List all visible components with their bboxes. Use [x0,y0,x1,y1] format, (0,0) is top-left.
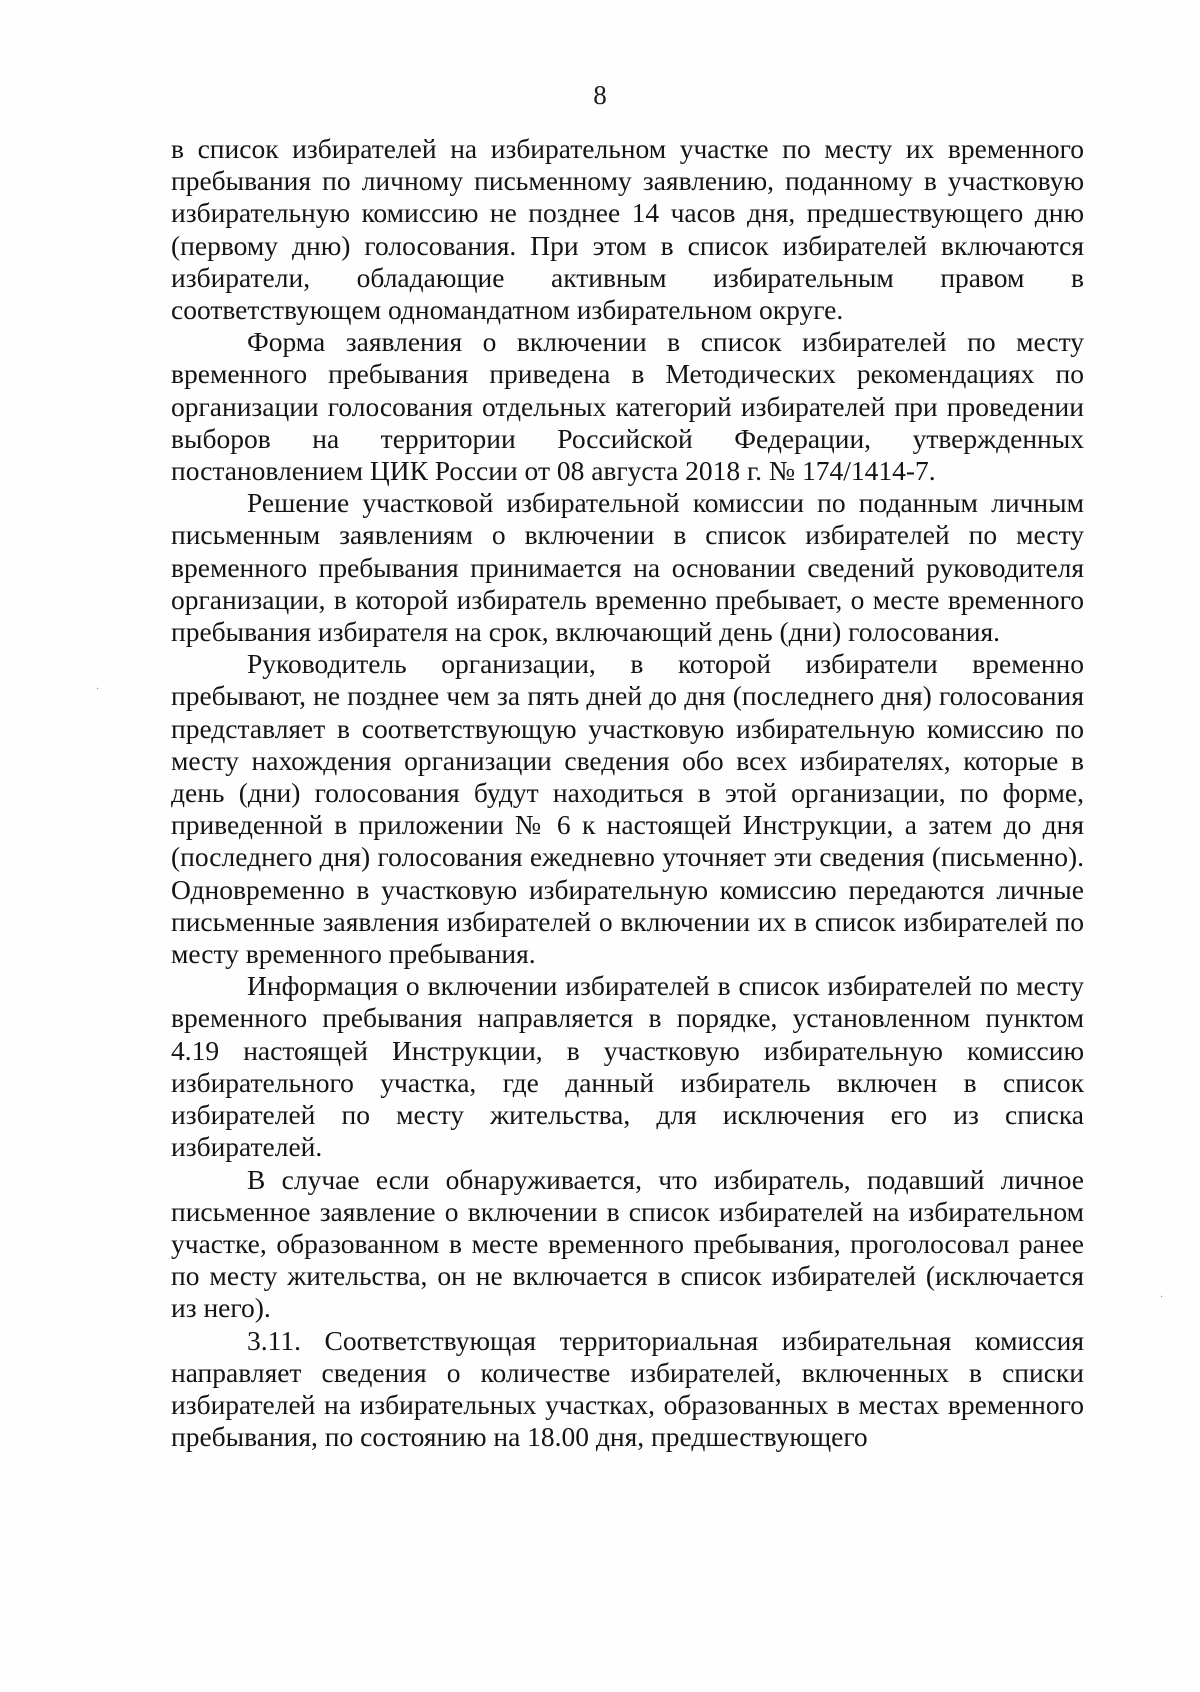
paragraph-organization-head: Руководитель организации, в которой избиратели временно пребывают, не позднее чем за пять дней до дня (последнего дня) голосования представляет в соответствующую участковую избирательную комиссию по месту нахождения организации сведения обо всех избирателях, которые в день (дни) голосования будут находиться в этой организации, по форме, приведенной в приложении № 6 к настоящей Инструкции, а затем до дня (последнего дня) голосования ежедневно уточняет эти сведения (письменно). Одновременно в участковую избирательную комиссию передаются личные письменные заявления избирателей о включении их в список избирателей по месту временного пребывания. [171,648,1084,970]
document-body [171,133,1084,1453]
paragraph-already-voted: В случае если обнаруживается, что избиратель, подавший личное письменное заявление о включении в список избирателей на избирательном участке, образованном в месте временного пребывания, проголосовал ранее по месту жительства, он не включается в список избирателей (исключается из него). [171,1163,1084,1324]
paragraph-information-transfer: Информация о включении избирателей в список избирателей по месту временного пребывания направляется в порядке, установленном пунктом 4.19 настоящей Инструкции, в участковую избирательную комиссию избирательного участка, где данный избиратель включен в список избирателей по месту жительства, для исключения его из списка избирателей. [171,970,1084,1163]
paragraph-application-form: Форма заявления о включении в список избирателей по месту временного пребывания приведена в Методических рекомендациях по организации голосования отдельных категорий избирателей при проведении выборов на территории Российской Федерации, утвержденных постановлением ЦИК России от 08 августа 2018 г. № 174/1414-7. [171,326,1084,487]
scan-speck: · [1160,1292,1164,1303]
paragraph-section-3-11: 3.11. Соответствующая территориальная избирательная комиссия направляет сведения о количестве избирателей, включенных в списки избирателей на избирательных участках, образованных в местах временного пребывания, по состоянию на 18.00 дня, предшествующего [171,1324,1084,1453]
paragraph-commission-decision: Решение участковой избирательной комиссии по поданным личным письменным заявлениям о включении в список избирателей по месту временного пребывания принимается на основании сведений руководителя организации, в которой избиратель временно пребывает, о месте временного пребывания избирателя на срок, включающий день (дни) голосования. [171,487,1084,648]
page-number: 8 [593,80,607,110]
scan-speck: · [96,684,100,695]
paragraph-continuation: в список избирателей на избирательном участке по месту их временного пребывания по личному письменному заявлению, поданному в участковую избирательную комиссию не позднее 14 часов дня, предшествующего дню (первому дню) голосования. При этом в список избирателей включаются избиратели, обладающие активным избирательным правом в соответствующем одномандатном избирательном округе. [171,133,1084,326]
